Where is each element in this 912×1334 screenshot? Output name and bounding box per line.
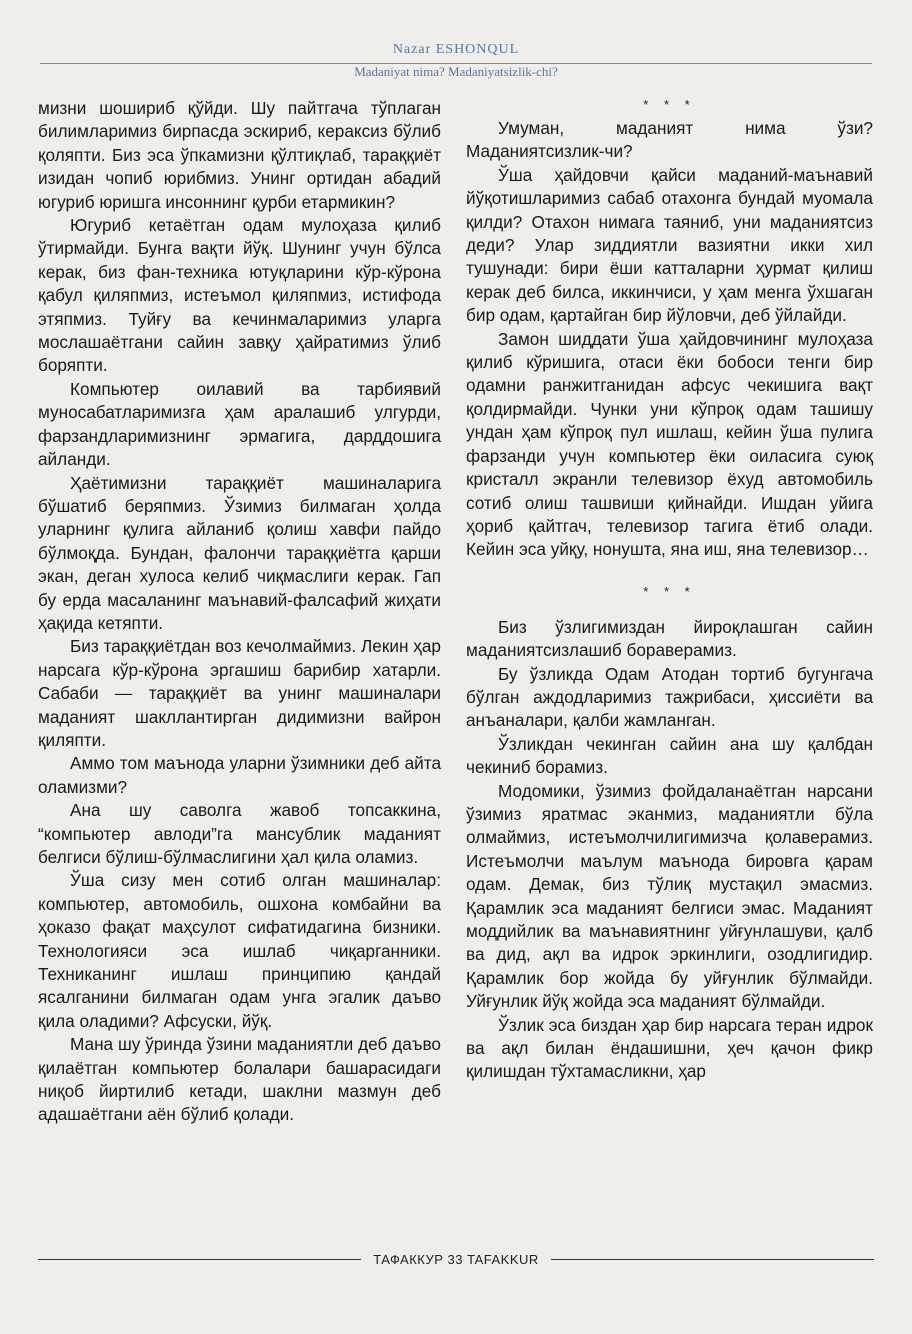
paragraph: Компьютер оилавий ва тарбиявий муносабатларимизга ҳам аралашиб улгурди, фарзандларимизнинг эрмагига, дарддошига айланди. bbox=[38, 378, 441, 470]
paragraph: Югуриб кетаётган одам мулоҳаза қилиб ўтирмайди. Бунга вақти йўқ. Шунинг учун бўлса керак, биз фан-техника ютуқларини кўр-кўрона қабул қиляпмиз, истеъмол қиляпмиз, истифода этяпмиз. Туйғу ва кечинмаларимиз уларга мослашаётгани сайин завқу ҳайратимиз ўлиб боряпти. bbox=[38, 215, 441, 376]
paragraph: Биз тараққиётдан воз кечолмаймиз. Лекин ҳар нарсага кўр-кўрона эргашиш барибир хатарли. Сабаби — тараққиёт ва унинг машиналари маданият шакллантирган дидимизни вайрон қиляпти. bbox=[38, 636, 441, 750]
page-footer bbox=[38, 1248, 874, 1270]
running-header-subtitle: Madaniyat nima? Madaniyatsizlik-chi? bbox=[354, 64, 558, 79]
section-divider-stars: * * * bbox=[643, 97, 696, 112]
paragraph: Ўзликдан чекинган сайин ана шу қалбдан чекиниб борамиз. bbox=[466, 733, 873, 778]
paragraph: Умуман, маданият нима ўзи? Маданиятсизлик-чи? bbox=[466, 118, 873, 162]
right-column bbox=[466, 97, 873, 1084]
paragraph: Замон шиддати ўша ҳайдовчининг мулоҳаза қилиб кўришига, отаси ёки бобоси тенги бир одамни ранжитганидан афсус чекишига вақт қолдирмайди. Чунки уни кўпроқ одам ташишу ундан ҳам кўпроқ пул ишлаш, кейин ўша пулига фарзанди учун компьютер ёки оиласига суюқ кристалл экранли телевизор ёхуд автомобиль сотиб олиш ташвиши қийнайди. Ишдан уйига ҳориб қайтгач, телевизор тагига ётиб олади. Кейин эса уйқу, нонушта, яна иш, яна телевизор… bbox=[466, 328, 873, 560]
footer-rule-right bbox=[551, 1259, 874, 1260]
left-column bbox=[38, 97, 441, 1127]
paragraph: Модомики, ўзимиз фойдаланаётган нарсани ўзимиз яратмас эканмиз, маданиятли бўла олмаймиз, истеъмолчилигимизча қолаверамиз. Истеъмолчи маълум маънода бировга қарам одам. Демак, биз тўлиқ мустақил эмасмиз. Қарамлик эса маданият белгиси эмас. Маданият моддийлик ва маънавиятнинг уйғунлашуви, қалб ва дид, ақл ва идрок эркинлиги, озодлигидир. Қарамлик бор жойда бу уйғунлик бўлмайди. Уйғунлик йўқ жойда эса маданият бўлмайди. bbox=[466, 780, 873, 1012]
section-divider-stars: * * * bbox=[643, 583, 696, 599]
paragraph: Мана шу ўринда ўзини маданиятли деб даъво қилаётган компьютер болалари башарасидаги ниқоб йиртилиб кетади, шаклни мазмун деб адашаётгани аён бўлиб қолади. bbox=[38, 1034, 441, 1125]
paragraph: Ана шу саволга жавоб топсаккина, “компьютер авлоди”га мансублик маданият белгиси бўлиш-бўлмаслигини ҳал қила оламиз. bbox=[38, 800, 441, 867]
footer-page-label: ТАФАККУР 33 TAFAKKUR bbox=[373, 1251, 539, 1267]
paragraph: Бу ўзликда Одам Атодан тортиб бугунгача бўлган аждодларимиз тажрибаси, ҳиссиёти ва анъаналари, қалби жамланган. bbox=[466, 663, 873, 731]
paragraph: Аммо том маънода уларни ўзимники деб айта оламизми? bbox=[38, 753, 441, 797]
paragraph: Ўша ҳайдовчи қайси маданий-маънавий йўқотишларимиз сабаб отахонга бундай муомала қилди? Отахон нимага таяниб, уни маданиятсиз деди? Улар зиддиятли вазиятни икки хил тушунади: бири ёши катталарни ҳурмат қилиш керак деб билса, иккинчиси, у ҳам менга ўхшаган бир одам, қартайган бир йўловчи, деб ўйлайди. bbox=[466, 164, 873, 326]
footer-rule-left bbox=[38, 1259, 361, 1260]
paragraph: Ўзлик эса биздан ҳар бир нарсага теран идрок ва ақл билан ёндашишни, ҳеч қачон фикр қилишдан тўхтамасликни, ҳар bbox=[466, 1014, 873, 1082]
paragraph: Ҳаётимизни тараққиёт машиналарига бўшатиб беряпмиз. Ўзимиз билмаган ҳолда уларнинг қулига айланиб қолиш хавфи пайдо бўлмоқда. Бундан, фалончи тараққиётга қарши экан, деган хулоса келиб чиқмаслиги керак. Гап бу ерда масаланинг маънавий-фалсафий жиҳати ҳақида кетяпти. bbox=[38, 472, 441, 633]
paragraph: мизни шошириб қўйди. Шу пайтгача тўплаган билимларимиз бирпасда эскириб, кераксиз бўлиб қоляпти. Биз эса ўпкамизни қўлтиқлаб, тараққиёт изидан чопиб юрибмиз. Унинг ортидан абадий югуриб юришга инсоннинг қурби етармикин? bbox=[38, 98, 441, 212]
running-header-author: Nazar ESHONQUL bbox=[392, 42, 520, 57]
paragraph: Биз ўзлигимиздан йироқлашган сайин маданиятсизлашиб бораверамиз. bbox=[466, 616, 873, 661]
paragraph: Ўша сизу мен сотиб олган машиналар: компьютер, автомобиль, ошхона комбайни ва ҳоказо фақат маҳсулот сифатидагина бизники. Технологияси эса ишлаб чиқарганники. Техниканинг ишлаш принципию қандай ясалганини билмаган одам унга эгалик даъво қила оладими? Афсуски, йўқ. bbox=[38, 870, 441, 1031]
